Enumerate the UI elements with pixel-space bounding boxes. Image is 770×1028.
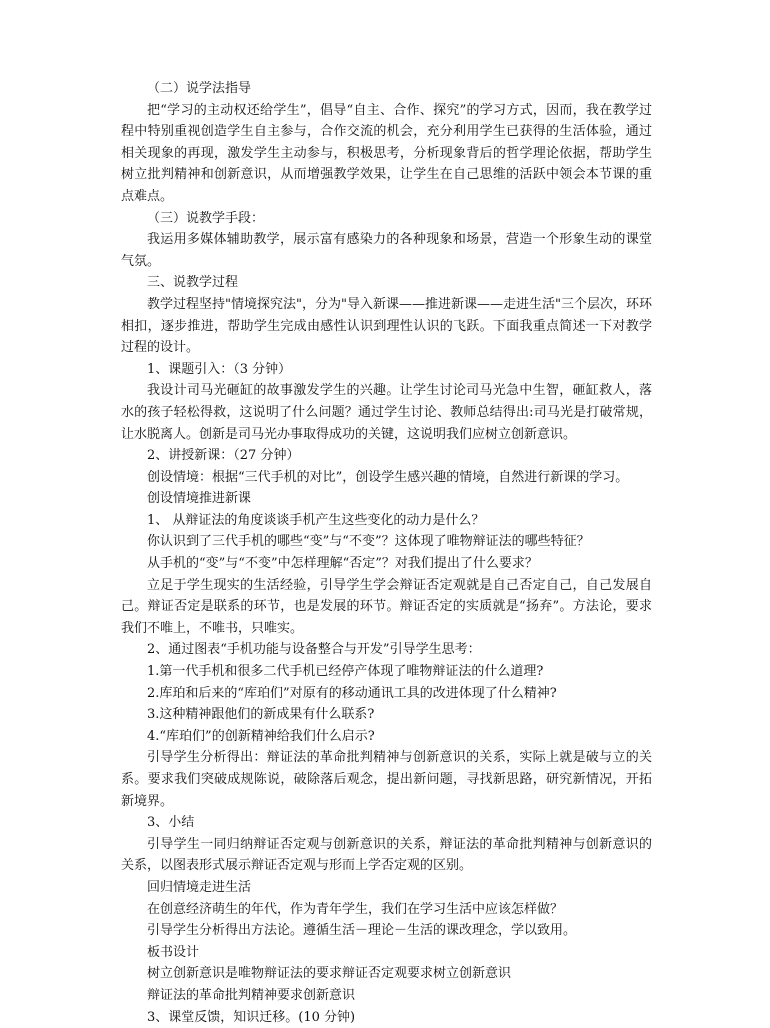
question-1: 1、 从辩证法的角度谈谈手机产生这些变化的动力是什么？ — [147, 512, 485, 528]
heading-chart-thinking: 2、通过图表“手机功能与设备整合与开发”引导学生思考： — [147, 642, 481, 658]
heading-new-lesson: 2、讲授新课：（27 分钟） — [147, 448, 300, 464]
document-body — [121, 78, 652, 1028]
section-heading-teaching-process: 三、说教学过程 — [147, 275, 239, 291]
paragraph-create-situation: 创设情境：根据“三代手机的对比”，创设学生感兴趣的情境，自然进行新课的学习。 — [147, 469, 629, 485]
subheading-situation-advance: 创设情境推进新课 — [147, 491, 252, 507]
board-line-1: 树立创新意识是唯物辩证法的要求辩证否定观要求树立创新意识 — [147, 966, 512, 982]
list-item-4: 4.“库珀们”的创新精神给我们什么启示? — [147, 728, 375, 744]
paragraph-teaching-process: 教学过程坚持"情境探究法"，分为"导入新课——推进新课——走进生活"三个层次，环环相扣，逐步推进，帮助学生完成由感性认识到理性认识的飞跃。下面我重点简述一下对教学过程的设计。 — [121, 296, 652, 356]
heading-summary: 3、小结 — [147, 815, 195, 831]
paragraph-teaching-means: 我运用多媒体辅助教学，展示富有感染力的各种现象和场景，营造一个形象生动的课堂气氛。 — [121, 232, 652, 269]
heading-feedback: 3、课堂反馈，知识迁移。(10 分钟) — [147, 1009, 356, 1025]
section-heading-teaching-means: （三）说教学手段： — [147, 210, 265, 226]
paragraph-study-method: 把“学习的主动权还给学生”，倡导“自主、合作、探究”的学习方式，因而，我在教学过程中特别重视创造学生自主参与，合作交流的机会，充分利用学生已获得的生活体验，通过相关现象的再现，激发学生主动参与，积极思考，分析现象背后的哲学理论依据，帮助学生树立批判精神和创新意识，从而增强教学效果，让学生在自己思维的活跃中领会本节课的重点难点。 — [121, 102, 652, 204]
paragraph-topic-intro: 我设计司马光砸缸的故事激发学生的兴趣。让学生讨论司马光急中生智，砸缸救人，落水的孩子轻松得救，这说明了什么问题？通过学生讨论、教师总结得出:司马光是打破常规，让水脱离人。创新是司马光办事取得成功的关键，这说明我们应树立创新意识。 — [121, 383, 652, 442]
subheading-return-to-life: 回归情境走进生活 — [147, 879, 252, 895]
question-change: 你认识到了三代手机的哪些“变”与“不变”？这体现了唯物辩证法的哪些特征？ — [147, 534, 590, 550]
list-item-3: 3.这种精神跟他们的新成果有什么联系? — [147, 707, 375, 723]
paragraph-critical-spirit: 引导学生分析得出：辩证法的革命批判精神与创新意识的关系，实际上就是破与立的关系。要求我们突破成规陈说，破除落后观念，提出新问题，寻找新思路，研究新情况，开拓新境界。 — [121, 750, 652, 809]
section-heading-study-method: （二）说学法指导 — [147, 81, 252, 96]
question-negation: 从手机的“变”与“不变”中怎样理解“否定”？对我们提出了什么要求？ — [147, 556, 538, 572]
list-item-2: 2.库珀和后来的“库珀们”对原有的移动通讯工具的改进体现了什么精神? — [147, 685, 557, 701]
paragraph-summary: 引导学生一同归纳辩证否定观与创新意识的关系，辩证法的革命批判精神与创新意识的关系，以图表形式展示辩证否定观与形而上学否定观的区别。 — [121, 836, 652, 874]
paragraph-dialectical-negation: 立足于学生现实的生活经验，引导学生学会辩证否定观就是自己否定自己，自己发展自己。辩证否定是联系的环节，也是发展的环节。辩证否定的实质就是“扬弃”。方法论，要求我们不唯上，不唯书，只唯实。 — [121, 577, 652, 636]
heading-board-design: 板书设计 — [147, 944, 200, 960]
list-item-1: 1.第一代手机和很多二代手机已经停产体现了唯物辩证法的什么道理? — [147, 664, 544, 680]
paragraph-methodology: 引导学生分析得出方法论。遵循生活－理论－生活的课改理念，学以致用。 — [147, 923, 577, 939]
question-how-to-act: 在创意经济萌生的年代，作为青年学生，我们在学习生活中应该怎样做？ — [147, 901, 564, 917]
board-line-2: 辩证法的革命批判精神要求创新意识 — [147, 987, 356, 1003]
heading-topic-intro: 1、课题引入：（3 分钟） — [147, 361, 292, 377]
